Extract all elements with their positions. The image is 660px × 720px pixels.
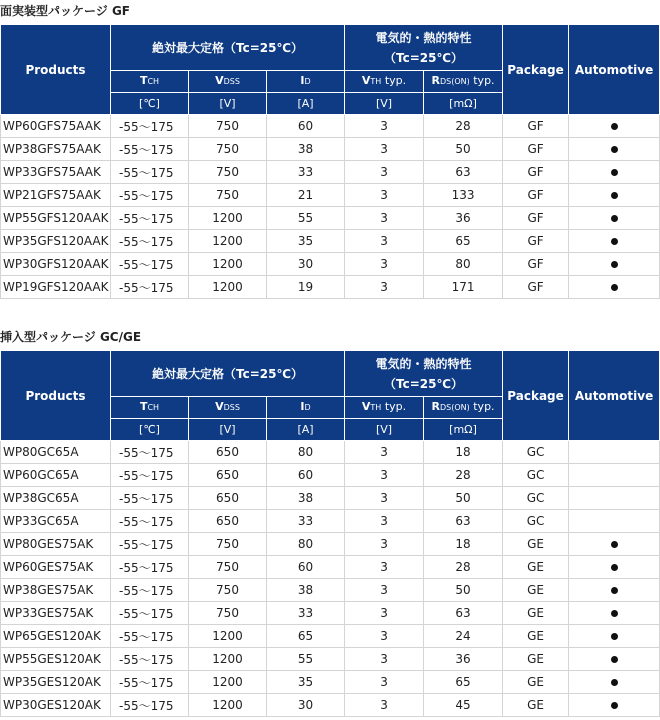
automotive-cell [569,648,660,671]
automotive-dot-icon [611,238,618,245]
tch-header [111,397,189,419]
vth-cell: 3 [345,556,424,579]
vdss-unit-label: [V] [219,96,236,110]
tch-cell: -55～175 [111,230,189,253]
automotive-dot-icon [611,169,618,176]
tch-cell: -55～175 [111,138,189,161]
rds-sub-label: DS(ON) [439,403,470,412]
vth-suffix-label: typ. [381,400,407,413]
vdss-cell: 1200 [189,648,267,671]
rds-cell: 63 [424,602,503,625]
automotive-cell [569,207,660,230]
id-cell: 65 [267,625,345,648]
vdss-cell: 750 [189,579,267,602]
rds-cell: 133 [424,184,503,207]
vdss-header [189,397,267,419]
automotive-label: Automotive [574,62,654,77]
id-symbol-label: I [300,74,305,87]
tch-cell: -55～175 [111,276,189,299]
vth-unit-label: [V] [375,96,393,110]
product-cell: WP38GFS75AAK [1,138,111,161]
vdss-cell: 750 [189,161,267,184]
tch-cell: -55～175 [111,253,189,276]
vdss-cell: 750 [189,138,267,161]
tch-cell: -55～175 [111,510,189,533]
rds-header [424,71,503,93]
tch-unit-label: [℃] [139,422,160,436]
vth-cell: 3 [345,625,424,648]
package-label: Package [507,388,564,403]
table-row [1,276,660,299]
vdss-symbol-label: V [215,74,224,87]
products-header [1,25,111,115]
product-cell: WP60GC65A [1,464,111,487]
automotive-label: Automotive [574,388,654,403]
package-cell: GF [503,161,569,184]
vdss-cell: 650 [189,510,267,533]
product-cell: WP60GES75AK [1,556,111,579]
vdss-cell: 1200 [189,694,267,717]
rds-suffix-label: typ. [469,74,495,87]
vth-cell: 3 [345,184,424,207]
id-unit-label: [A] [297,422,314,436]
vth-cell: 3 [345,441,424,464]
product-cell: WP33GC65A [1,510,111,533]
rds-cell: 18 [424,533,503,556]
table-row [1,533,660,556]
vdss-cell: 1200 [189,230,267,253]
rds-cell: 28 [424,556,503,579]
rds-cell: 63 [424,510,503,533]
package-cell: GF [503,184,569,207]
products-header [1,351,111,441]
table-row [1,556,660,579]
product-cell: WP35GES120AK [1,671,111,694]
automotive-dot-icon [611,587,618,594]
package-cell: GE [503,671,569,694]
table-row [1,648,660,671]
rds-cell: 45 [424,694,503,717]
package-header [503,351,569,441]
product-cell: WP30GFS120AAK [1,253,111,276]
vth-cell: 3 [345,464,424,487]
rds-suffix-label: typ. [469,400,495,413]
vdss-sub-label: DSS [223,77,240,86]
package-cell: GF [503,276,569,299]
tch-cell: -55～175 [111,671,189,694]
package-cell: GE [503,625,569,648]
product-cell: WP21GFS75AAK [1,184,111,207]
rds-sub-label: DS(ON) [439,77,470,86]
tch-unit [111,93,189,115]
automotive-cell [569,441,660,464]
package-cell: GF [503,138,569,161]
automotive-header [569,25,660,115]
tch-cell: -55～175 [111,184,189,207]
automotive-dot-icon [611,261,618,268]
tch-header [111,71,189,93]
rds-header [424,397,503,419]
id-cell: 33 [267,510,345,533]
automotive-cell [569,276,660,299]
abs-max-label: 絶対最大定格（Tc=25℃） [152,40,304,55]
tch-cell: -55～175 [111,533,189,556]
product-cell: WP19GFS120AAK [1,276,111,299]
table-row [1,579,660,602]
abs-max-header [111,351,345,397]
package-cell: GE [503,533,569,556]
id-cell: 19 [267,276,345,299]
vth-cell: 3 [345,579,424,602]
id-cell: 38 [267,487,345,510]
product-cell: WP33GFS75AAK [1,161,111,184]
rds-unit-label: [mΩ] [449,422,477,436]
package-cell: GF [503,253,569,276]
table-row [1,510,660,533]
vth-cell: 3 [345,671,424,694]
vdss-cell: 1200 [189,276,267,299]
elec-thermal-line1-label: 電気的・熱的特性 [375,356,472,371]
tch-cell: -55～175 [111,464,189,487]
table-row [1,138,660,161]
automotive-dot-icon [611,541,618,548]
tch-cell: -55～175 [111,487,189,510]
vth-cell: 3 [345,694,424,717]
rds-cell: 171 [424,276,503,299]
id-cell: 35 [267,230,345,253]
tch-cell: -55～175 [111,579,189,602]
vdss-cell: 650 [189,464,267,487]
tch-unit-label: [℃] [139,96,160,110]
products-label: Products [25,388,86,403]
vdss-cell: 1200 [189,625,267,648]
product-cell: WP35GFS120AAK [1,230,111,253]
vth-cell: 3 [345,207,424,230]
vdss-sub-label: DSS [223,403,240,412]
vdss-cell: 750 [189,184,267,207]
tch-cell: -55～175 [111,207,189,230]
tch-sub-label: CH [147,403,160,412]
product-cell: WP65GES120AK [1,625,111,648]
package-cell: GE [503,602,569,625]
id-cell: 60 [267,115,345,138]
vth-cell: 3 [345,510,424,533]
id-cell: 60 [267,464,345,487]
package-cell: GE [503,694,569,717]
automotive-cell [569,115,660,138]
automotive-cell [569,510,660,533]
spec-table [0,24,660,299]
products-label: Products [25,62,86,77]
vdss-cell: 750 [189,115,267,138]
product-cell: WP38GC65A [1,487,111,510]
vth-sub-label: TH [370,77,382,86]
vth-cell: 3 [345,648,424,671]
rds-cell: 28 [424,115,503,138]
rds-symbol-label: R [431,400,440,413]
vth-suffix-label: typ. [381,74,407,87]
section-title: 挿入型パッケージ GC/GE [0,330,142,344]
automotive-dot-icon [611,679,618,686]
product-cell: WP80GES75AK [1,533,111,556]
vth-symbol-label: V [361,74,371,87]
rds-unit [424,419,503,441]
vth-cell: 3 [345,533,424,556]
tch-cell: -55～175 [111,648,189,671]
tch-symbol-label: T [139,74,148,87]
package-cell: GF [503,207,569,230]
automotive-cell [569,579,660,602]
tch-cell: -55～175 [111,556,189,579]
id-cell: 55 [267,648,345,671]
automotive-cell [569,230,660,253]
vdss-cell: 750 [189,602,267,625]
package-cell: GE [503,648,569,671]
tch-cell: -55～175 [111,625,189,648]
tch-cell: -55～175 [111,115,189,138]
automotive-dot-icon [611,633,618,640]
section-title: 面実装型パッケージ GF [0,4,130,18]
table-row [1,115,660,138]
product-cell: WP38GES75AK [1,579,111,602]
vth-sub-label: TH [370,403,382,412]
package-cell: GC [503,464,569,487]
id-cell: 60 [267,556,345,579]
table-row [1,207,660,230]
elec-thermal-line2-label: （Tc=25℃） [384,376,464,391]
package-cell: GC [503,441,569,464]
vdss-unit [189,419,267,441]
rds-symbol-label: R [431,74,440,87]
product-cell: WP55GFS120AAK [1,207,111,230]
vdss-cell: 1200 [189,253,267,276]
rds-unit [424,93,503,115]
vth-header [345,397,424,419]
vdss-cell: 1200 [189,671,267,694]
tch-unit [111,419,189,441]
table-row [1,441,660,464]
product-cell: WP60GFS75AAK [1,115,111,138]
automotive-cell [569,556,660,579]
vth-cell: 3 [345,276,424,299]
rds-cell: 65 [424,230,503,253]
table-row [1,625,660,648]
automotive-cell [569,533,660,556]
automotive-cell [569,487,660,510]
tch-cell: -55～175 [111,441,189,464]
tch-symbol-label: T [139,400,148,413]
package-cell: GF [503,230,569,253]
product-cell: WP80GC65A [1,441,111,464]
product-cell: WP33GES75AK [1,602,111,625]
id-cell: 55 [267,207,345,230]
rds-unit-label: [mΩ] [449,96,477,110]
automotive-cell [569,464,660,487]
automotive-cell [569,161,660,184]
id-cell: 30 [267,694,345,717]
rds-cell: 80 [424,253,503,276]
vdss-header [189,71,267,93]
id-unit [267,419,345,441]
automotive-dot-icon [611,702,618,709]
automotive-cell [569,602,660,625]
elec-thermal-header [345,351,503,397]
rds-cell: 63 [424,161,503,184]
package-cell: GE [503,556,569,579]
automotive-cell [569,671,660,694]
id-cell: 30 [267,253,345,276]
automotive-dot-icon [611,656,618,663]
automotive-dot-icon [611,215,618,222]
automotive-dot-icon [611,284,618,291]
automotive-dot-icon [611,610,618,617]
vth-unit [345,419,424,441]
automotive-cell [569,253,660,276]
automotive-cell [569,694,660,717]
table-row [1,487,660,510]
table-row [1,671,660,694]
elec-thermal-line1-label: 電気的・熱的特性 [375,30,472,45]
rds-cell: 50 [424,579,503,602]
id-cell: 38 [267,138,345,161]
rds-cell: 36 [424,648,503,671]
id-header [267,71,345,93]
automotive-cell [569,625,660,648]
rds-cell: 50 [424,138,503,161]
package-cell: GC [503,510,569,533]
id-unit-label: [A] [297,96,314,110]
tch-cell: -55～175 [111,161,189,184]
vth-cell: 3 [345,138,424,161]
elec-thermal-line2-label: （Tc=25℃） [384,50,464,65]
product-cell: WP55GES120AK [1,648,111,671]
id-cell: 35 [267,671,345,694]
vdss-symbol-label: V [215,400,224,413]
vth-unit-label: [V] [375,422,393,436]
vdss-unit [189,93,267,115]
rds-cell: 36 [424,207,503,230]
elec-thermal-header [345,25,503,71]
id-cell: 80 [267,533,345,556]
vdss-cell: 750 [189,556,267,579]
tch-cell: -55～175 [111,602,189,625]
vth-cell: 3 [345,230,424,253]
vdss-unit-label: [V] [219,422,236,436]
id-cell: 33 [267,161,345,184]
vth-unit [345,93,424,115]
vdss-cell: 750 [189,533,267,556]
rds-cell: 50 [424,487,503,510]
automotive-cell [569,184,660,207]
vth-header [345,71,424,93]
id-header [267,397,345,419]
package-cell: GC [503,487,569,510]
automotive-dot-icon [611,192,618,199]
abs-max-header [111,25,345,71]
automotive-dot-icon [611,123,618,130]
vth-symbol-label: V [361,400,371,413]
vth-cell: 3 [345,161,424,184]
package-cell: GE [503,579,569,602]
automotive-dot-icon [611,564,618,571]
rds-cell: 18 [424,441,503,464]
vth-cell: 3 [345,115,424,138]
id-symbol-label: I [300,400,305,413]
table-row [1,253,660,276]
id-cell: 38 [267,579,345,602]
id-sub-label: D [304,403,311,412]
id-cell: 80 [267,441,345,464]
abs-max-label: 絶対最大定格（Tc=25℃） [152,366,304,381]
vdss-cell: 650 [189,487,267,510]
vdss-cell: 650 [189,441,267,464]
table-row [1,161,660,184]
table-row [1,464,660,487]
package-label: Package [507,62,564,77]
automotive-cell [569,138,660,161]
id-cell: 21 [267,184,345,207]
id-cell: 33 [267,602,345,625]
vth-cell: 3 [345,253,424,276]
rds-cell: 24 [424,625,503,648]
product-cell: WP30GES120AK [1,694,111,717]
package-cell: GF [503,115,569,138]
spec-table [0,350,660,717]
rds-cell: 65 [424,671,503,694]
vth-cell: 3 [345,487,424,510]
table-row [1,602,660,625]
automotive-dot-icon [611,146,618,153]
tch-sub-label: CH [147,77,160,86]
id-sub-label: D [304,77,311,86]
table-row [1,694,660,717]
vdss-cell: 1200 [189,207,267,230]
table-row [1,230,660,253]
rds-cell: 28 [424,464,503,487]
vth-cell: 3 [345,602,424,625]
table-row [1,184,660,207]
automotive-header [569,351,660,441]
tch-cell: -55～175 [111,694,189,717]
id-unit [267,93,345,115]
package-header [503,25,569,115]
